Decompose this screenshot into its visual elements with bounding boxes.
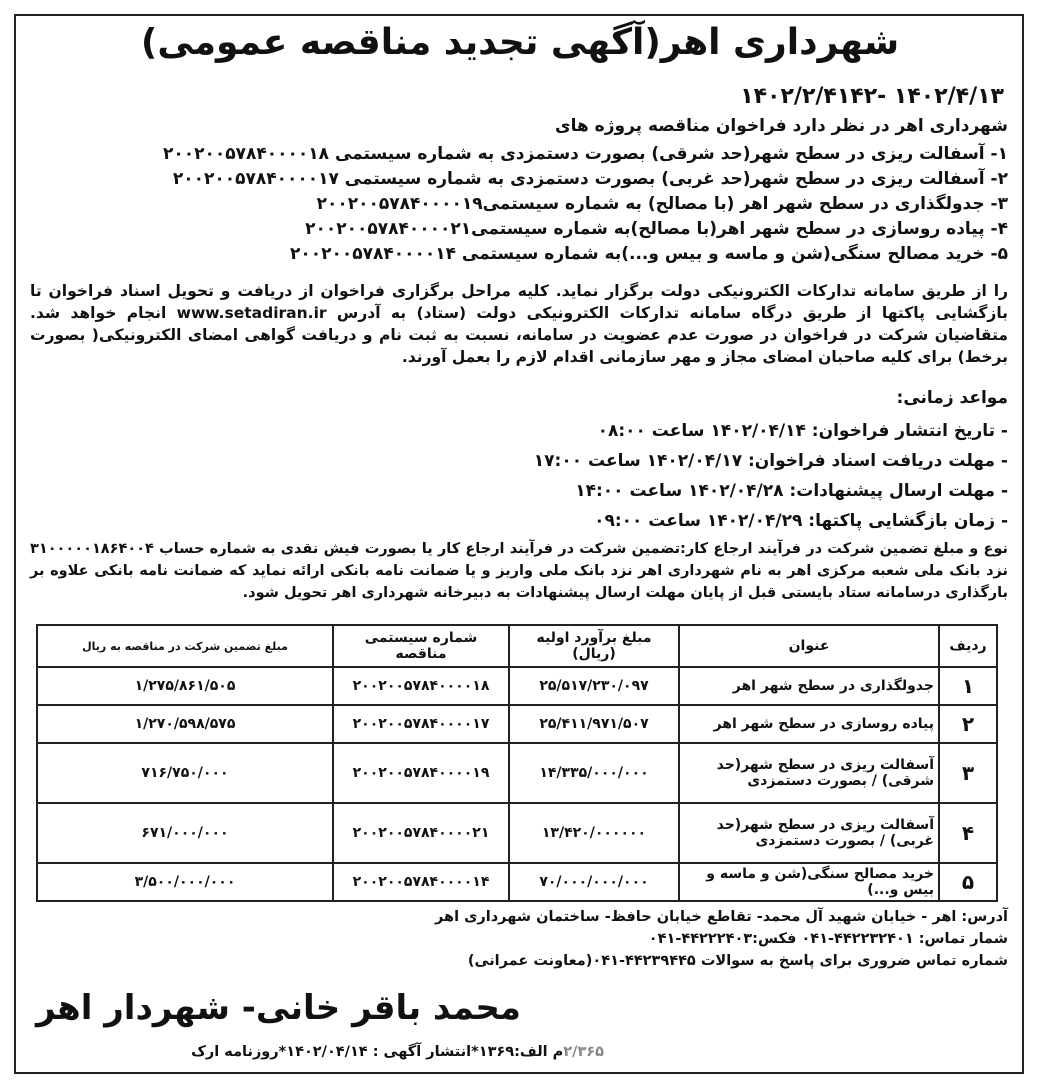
row-system-number: ۲۰۰۲۰۰۵۷۸۴۰۰۰۰۱۸	[333, 667, 509, 705]
row-guarantee: ۷۱۶/۷۵۰/۰۰۰	[37, 743, 333, 803]
row-budget: ۷۰/۰۰۰/۰۰۰/۰۰۰	[509, 863, 679, 901]
project-list	[30, 142, 1008, 267]
header-guarantee: مبلغ تضمین شرکت در مناقصه به ریال	[37, 625, 333, 667]
row-title: پیاده روسازی در سطح شهر اهر	[679, 705, 939, 743]
header-title: عنوان	[679, 625, 939, 667]
table-row	[37, 863, 997, 901]
date-item: - زمان بازگشایی پاکتها: ۱۴۰۲/۰۴/۲۹ ساعت ۰۹:۰۰	[594, 511, 1008, 531]
row-budget: ۱۳/۴۲۰/۰۰۰۰۰۰	[509, 803, 679, 863]
row-number: ۳	[939, 743, 997, 803]
dates-heading: مواعد زمانی:	[896, 388, 1008, 408]
row-budget: ۲۵/۵۱۷/۲۳۰/۰۹۷	[509, 667, 679, 705]
row-title: خرید مصالح سنگی(شن و ماسه و بیس و...)	[679, 863, 939, 901]
row-system-number: ۲۰۰۲۰۰۵۷۸۴۰۰۰۰۱۴	[333, 863, 509, 901]
contact-phone-fax: شمار تماس: ۴۴۲۲۳۲۴۰۱-۰۴۱ فکس:۴۴۲۲۲۴۰۳-۰۴۱	[648, 931, 1008, 947]
row-title: آسفالت ریزی در سطح شهر(حد شرقی) / بصورت دستمزدی	[679, 743, 939, 803]
project-item: ۱- آسفالت ریزی در سطح شهر(حد شرقی) بصورت دستمزدی به شماره سیستمی ۲۰۰۲۰۰۵۷۸۴۰۰۰۰۱۸	[163, 144, 1008, 164]
intro-text: شهرداری اهر در نظر دارد فراخوان مناقصه پروژه های	[555, 116, 1008, 136]
row-title: آسفالت ریزی در سطح شهر(حد غربی) / بصورت دستمزدی	[679, 803, 939, 863]
row-system-number: ۲۰۰۲۰۰۵۷۸۴۰۰۰۰۱۷	[333, 705, 509, 743]
notice-title: شهرداری اهر(آگهی تجدید مناقصه عمومی)	[140, 22, 900, 63]
row-number: ۲	[939, 705, 997, 743]
tender-table	[36, 624, 998, 902]
table-row	[37, 705, 997, 743]
row-guarantee: ۱/۲۷۵/۸۶۱/۵۰۵	[37, 667, 333, 705]
row-system-number: ۲۰۰۲۰۰۵۷۸۴۰۰۰۰۲۱	[333, 803, 509, 863]
guarantee-paragraph: نوع و مبلغ تضمین شرکت در فرآیند ارجاع کار:تضمین شرکت در فرآیند ارجاع کار یا بصورت فیش نقدی به شماره حساب ۳۱۰۰۰۰۰۱۸۶۴۰۰۴ نزد بانک ملی شعبه مرکزی اهر به نام شهرداری اهر نزد بانک ملی واریز و یا ضمانت نامه بانکی ارائه نماید که ضمانت نامه بانکی علاوه بر بارگذاری درسامانه ستاد بایستی قبل از پایان مهلت ارسال پیشنهادات به دبیرخانه شهرداری اهر تحویل شود.	[30, 541, 1008, 601]
row-guarantee: ۳/۵۰۰/۰۰۰/۰۰۰	[37, 863, 333, 901]
date-item: - تاریخ انتشار فراخوان: ۱۴۰۲/۰۴/۱۴ ساعت ۰۸:۰۰	[597, 421, 1008, 441]
header-budget: مبلغ برآورد اولیه (ریال)	[509, 625, 679, 667]
contact-urgent-phone: شماره تماس ضروری برای پاسخ به سوالات ۴۴۲۳۹۴۴۵-۰۴۱(معاونت عمرانی)	[467, 953, 1008, 969]
row-number: ۱	[939, 667, 997, 705]
row-budget: ۱۴/۳۳۵/۰۰۰/۰۰۰	[509, 743, 679, 803]
project-item: ۲- آسفالت ریزی در سطح شهر(حد غربی) بصورت دستمزدی به شماره سیستمی ۲۰۰۲۰۰۵۷۸۴۰۰۰۰۱۷	[172, 169, 1008, 189]
table-row	[37, 803, 997, 863]
row-number: ۵	[939, 863, 997, 901]
signature: محمد باقر خانی- شهردار اهر	[36, 988, 521, 1028]
dates-list	[30, 416, 1008, 536]
date-item: - مهلت دریافت اسناد فراخوان: ۱۴۰۲/۰۴/۱۷ ساعت ۱۷:۰۰	[533, 451, 1008, 471]
row-guarantee: ۶۷۱/۰۰۰/۰۰۰	[37, 803, 333, 863]
footer-text: م الف:۱۳۶۹*انتشار آگهی : ۱۴۰۲/۰۴/۱۴*روزنامه ارک	[191, 1044, 564, 1060]
procedure-paragraph: را از طریق سامانه تدارکات الکترونیکی دولت برگزار نماید. کلیه مراحل برگزاری فراخوان از دریافت و تحویل اسناد فراخوان تا بازگشایی پاکتها از طریق درگاه سامانه تدارکات الکترونیکی دولت (ستاد) به آدرس www.setadiran.ir انجام خواهد شد. متقاضیان شرکت در فراخوان در صورت عدم عضویت در سامانه، نسبت به ثبت نام و دریافت گواهی امضای الکترونیکی( بصورت برخط) برای کلیه صاحبان امضای مجاز و مهر سازمانی اقدام لازم را بعمل آورند.	[30, 282, 1008, 366]
row-budget: ۲۵/۴۱۱/۹۷۱/۵۰۷	[509, 705, 679, 743]
row-system-number: ۲۰۰۲۰۰۵۷۸۴۰۰۰۰۱۹	[333, 743, 509, 803]
header-system-number: شماره سیستمی مناقصه	[333, 625, 509, 667]
table-header-row	[37, 625, 997, 667]
reference-line: ۱۴۰۲/۴/۱۳ -۱۴۰۲/۲/۴۱۴۲	[740, 84, 1004, 109]
project-item: ۵- خرید مصالح سنگی(شن و ماسه و بیس و...)به شماره سیستمی ۲۰۰۲۰۰۵۷۸۴۰۰۰۰۱۴	[289, 244, 1008, 264]
footer-code: ۲/۳۶۵	[563, 1044, 604, 1060]
project-item: ۴- پیاده روسازی در سطح شهر اهر(با مصالح)به شماره سیستمی۲۰۰۲۰۰۵۷۸۴۰۰۰۰۲۱	[305, 219, 1008, 239]
date-item: - مهلت ارسال پیشنهادات: ۱۴۰۲/۰۴/۲۸ ساعت ۱۴:۰۰	[575, 481, 1008, 501]
table-row	[37, 743, 997, 803]
row-title: جدولگذاری در سطح شهر اهر	[679, 667, 939, 705]
table-row	[37, 667, 997, 705]
project-item: ۳- جدولگذاری در سطح شهر اهر (با مصالح) به شماره سیستمی۲۰۰۲۰۰۵۷۸۴۰۰۰۰۱۹	[316, 194, 1008, 214]
contact-address: آدرس: اهر - خیابان شهید آل محمد- تقاطع خیابان حافظ- ساختمان شهرداری اهر	[435, 909, 1008, 925]
contact-block	[435, 906, 1008, 972]
header-row-number: ردیف	[939, 625, 997, 667]
row-guarantee: ۱/۲۷۰/۵۹۸/۵۷۵	[37, 705, 333, 743]
row-number: ۴	[939, 803, 997, 863]
footer-line	[191, 1044, 604, 1060]
